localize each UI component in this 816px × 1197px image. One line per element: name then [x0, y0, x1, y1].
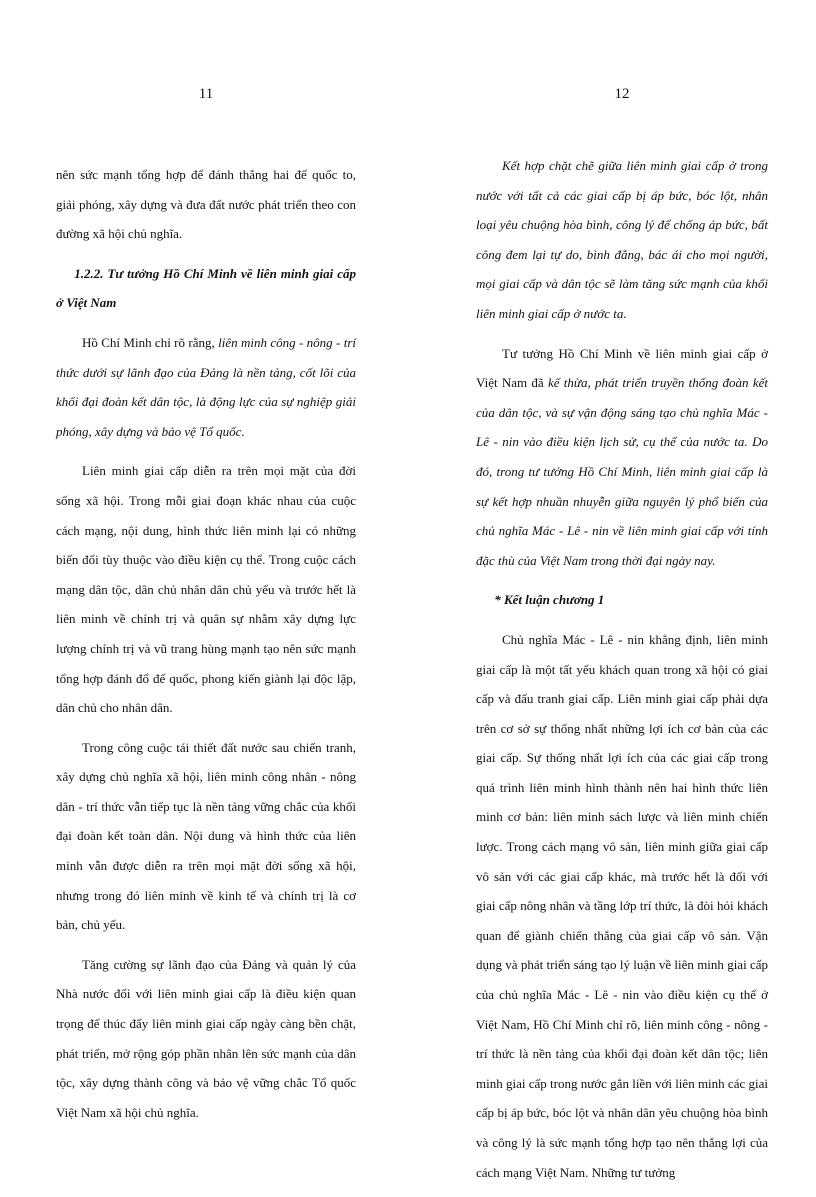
paragraph-emphasis: liên minh công - nông - trí thức dưới sự lãnh đạo của Đảng là nền tảng, cốt lõi của khối đại đoàn kết dân tộc, là động lực của sự nghiệp giải phóng, xây dựng và bảo vệ Tổ quốc.: [56, 334, 356, 439]
paragraph: Trong công cuộc tái thiết đất nước sau chiến tranh, xây dựng chủ nghĩa xã hội, liên minh công nhân - nông dân - trí thức vẫn tiếp tục là nền tảng vững chắc của khối đại đoàn kết toàn dân. Nội dung và hình thức của liên minh vẫn được diễn ra trên mọi mặt đời sống xã hội, nhưng trong đó liên minh về kinh tế và chính trị là cơ bản, chủ yếu.: [56, 739, 356, 933]
paragraph: Liên minh giai cấp diễn ra trên mọi mặt của đời sống xã hội. Trong mỗi giai đoạn khác nhau của cuộc cách mạng, nội dung, hình thức liên minh lại có những biến đổi tùy thuộc vào điều kiện cụ thể. Trong cuộc cách mạng dân tộc, dân chủ nhân dân chủ yếu và trước hết là liên minh về chính trị và quân sự nhằm xây dựng lực lượng chính trị và vũ trang hùng mạnh tạo nên sức mạnh tổng hợp đánh đổ đế quốc, phong kiến giành lại độc lập, dân chủ cho nhân dân.: [56, 463, 356, 716]
page-number: 11: [198, 86, 214, 102]
paragraph: [476, 339, 768, 576]
section-heading: 1.2.2. Tư tưởng Hồ Chí Minh về liên minh giai cấp ở Việt Nam: [56, 265, 356, 311]
paragraph: [56, 328, 356, 446]
page-number: 12: [614, 86, 630, 102]
paragraph: Tăng cường sự lãnh đạo của Đảng và quản lý của Nhà nước đối với liên minh giai cấp là điều kiện quan trọng để thúc đẩy liên minh giai cấp ngày càng bền chặt, phát triển, mở rộng góp phần nhân lên sức mạnh của dân tộc, xây dựng thành công và bảo vệ vững chắc Tổ quốc Việt Nam xã hội chủ nghĩa.: [56, 956, 356, 1120]
paragraph-emphasis: kế thừa, phát triển truyền thống đoàn kết của dân tộc, và sự vận động sáng tạo chủ nghĩa Mác - Lê - nin vào điều kiện lịch sử, cụ thể của nước ta. Do đó, trong tư tưởng Hồ Chí Minh, liên minh giai cấp là sự kết hợp nhuần nhuyễn giữa nguyên lý phổ biến của chủ nghĩa Mác - Lê - nin về liên minh giai cấp với tính đặc thù của Việt Nam trong thời đại ngày nay.: [476, 375, 768, 568]
page-body: [56, 160, 356, 1137]
paragraph-lead: Hồ Chí Minh chỉ rõ rằng,: [82, 334, 219, 350]
paragraph: Kết hợp chặt chẽ giữa liên minh giai cấp ở trong nước với tất cả các giai cấp bị áp bức, bóc lột, nhân loại yêu chuộng hòa bình, công lý để chống áp bức, bất công đem lại tự do, bình đẳng, bác ái cho mọi người, mọi giai cấp và dân tộc sẽ làm tăng sức mạnh của khối liên minh giai cấp ở nước ta.: [476, 158, 768, 321]
paragraph-lead: Tư tưởng Hồ Chí Minh về liên minh giai cấp ở Việt Nam đã: [476, 345, 768, 391]
paragraph: Chủ nghĩa Mác - Lê - nin khẳng định, liên minh giai cấp là một tất yếu khách quan trong xã hội có giai cấp và đấu tranh giai cấp. Liên minh giai cấp phải dựa trên cơ sở sự thống nhất những lợi ích cơ bản của các giai cấp. Sự thống nhất lợi ích của các giai cấp trong quá trình liên minh hình thành nên hai hình thức liên minh cơ bản: liên minh sách lược và liên minh chiến lược. Trong cách mạng vô sản, liên minh giữa giai cấp vô sản với các giai cấp khác, mà trước hết là đối với giai cấp nông nhân và tầng lớp trí thức, là đòi hỏi khách quan để giành chiến thắng của giai cấp vô sản. Vận dụng và phát triển sáng tạo lý luận về liên minh giai cấp của chủ nghĩa Mác - Lê - nin vào điều kiện cụ thể ở Việt Nam, Hồ Chí Minh chỉ rõ, liên minh công - nông - trí thức là nền tảng của khối đại đoàn kết dân tộc; liên minh giai cấp trong nước gắn liền với liên minh các giai cấp bị áp bức, bóc lột và nhân dân yêu chuộng hòa bình và công lý là sức mạnh tổng hợp tạo nên thắng lợi của cách mạng Việt Nam. Những tư tưởng: [476, 631, 768, 1180]
section-heading: * Kết luận chương 1: [494, 592, 605, 608]
paragraph: nên sức mạnh tổng hợp để đánh thắng hai đế quốc to, giải phóng, xây dựng và đưa đất nước phát triển theo con đường xã hội chủ nghĩa.: [56, 167, 356, 242]
page-body: [476, 151, 768, 1197]
